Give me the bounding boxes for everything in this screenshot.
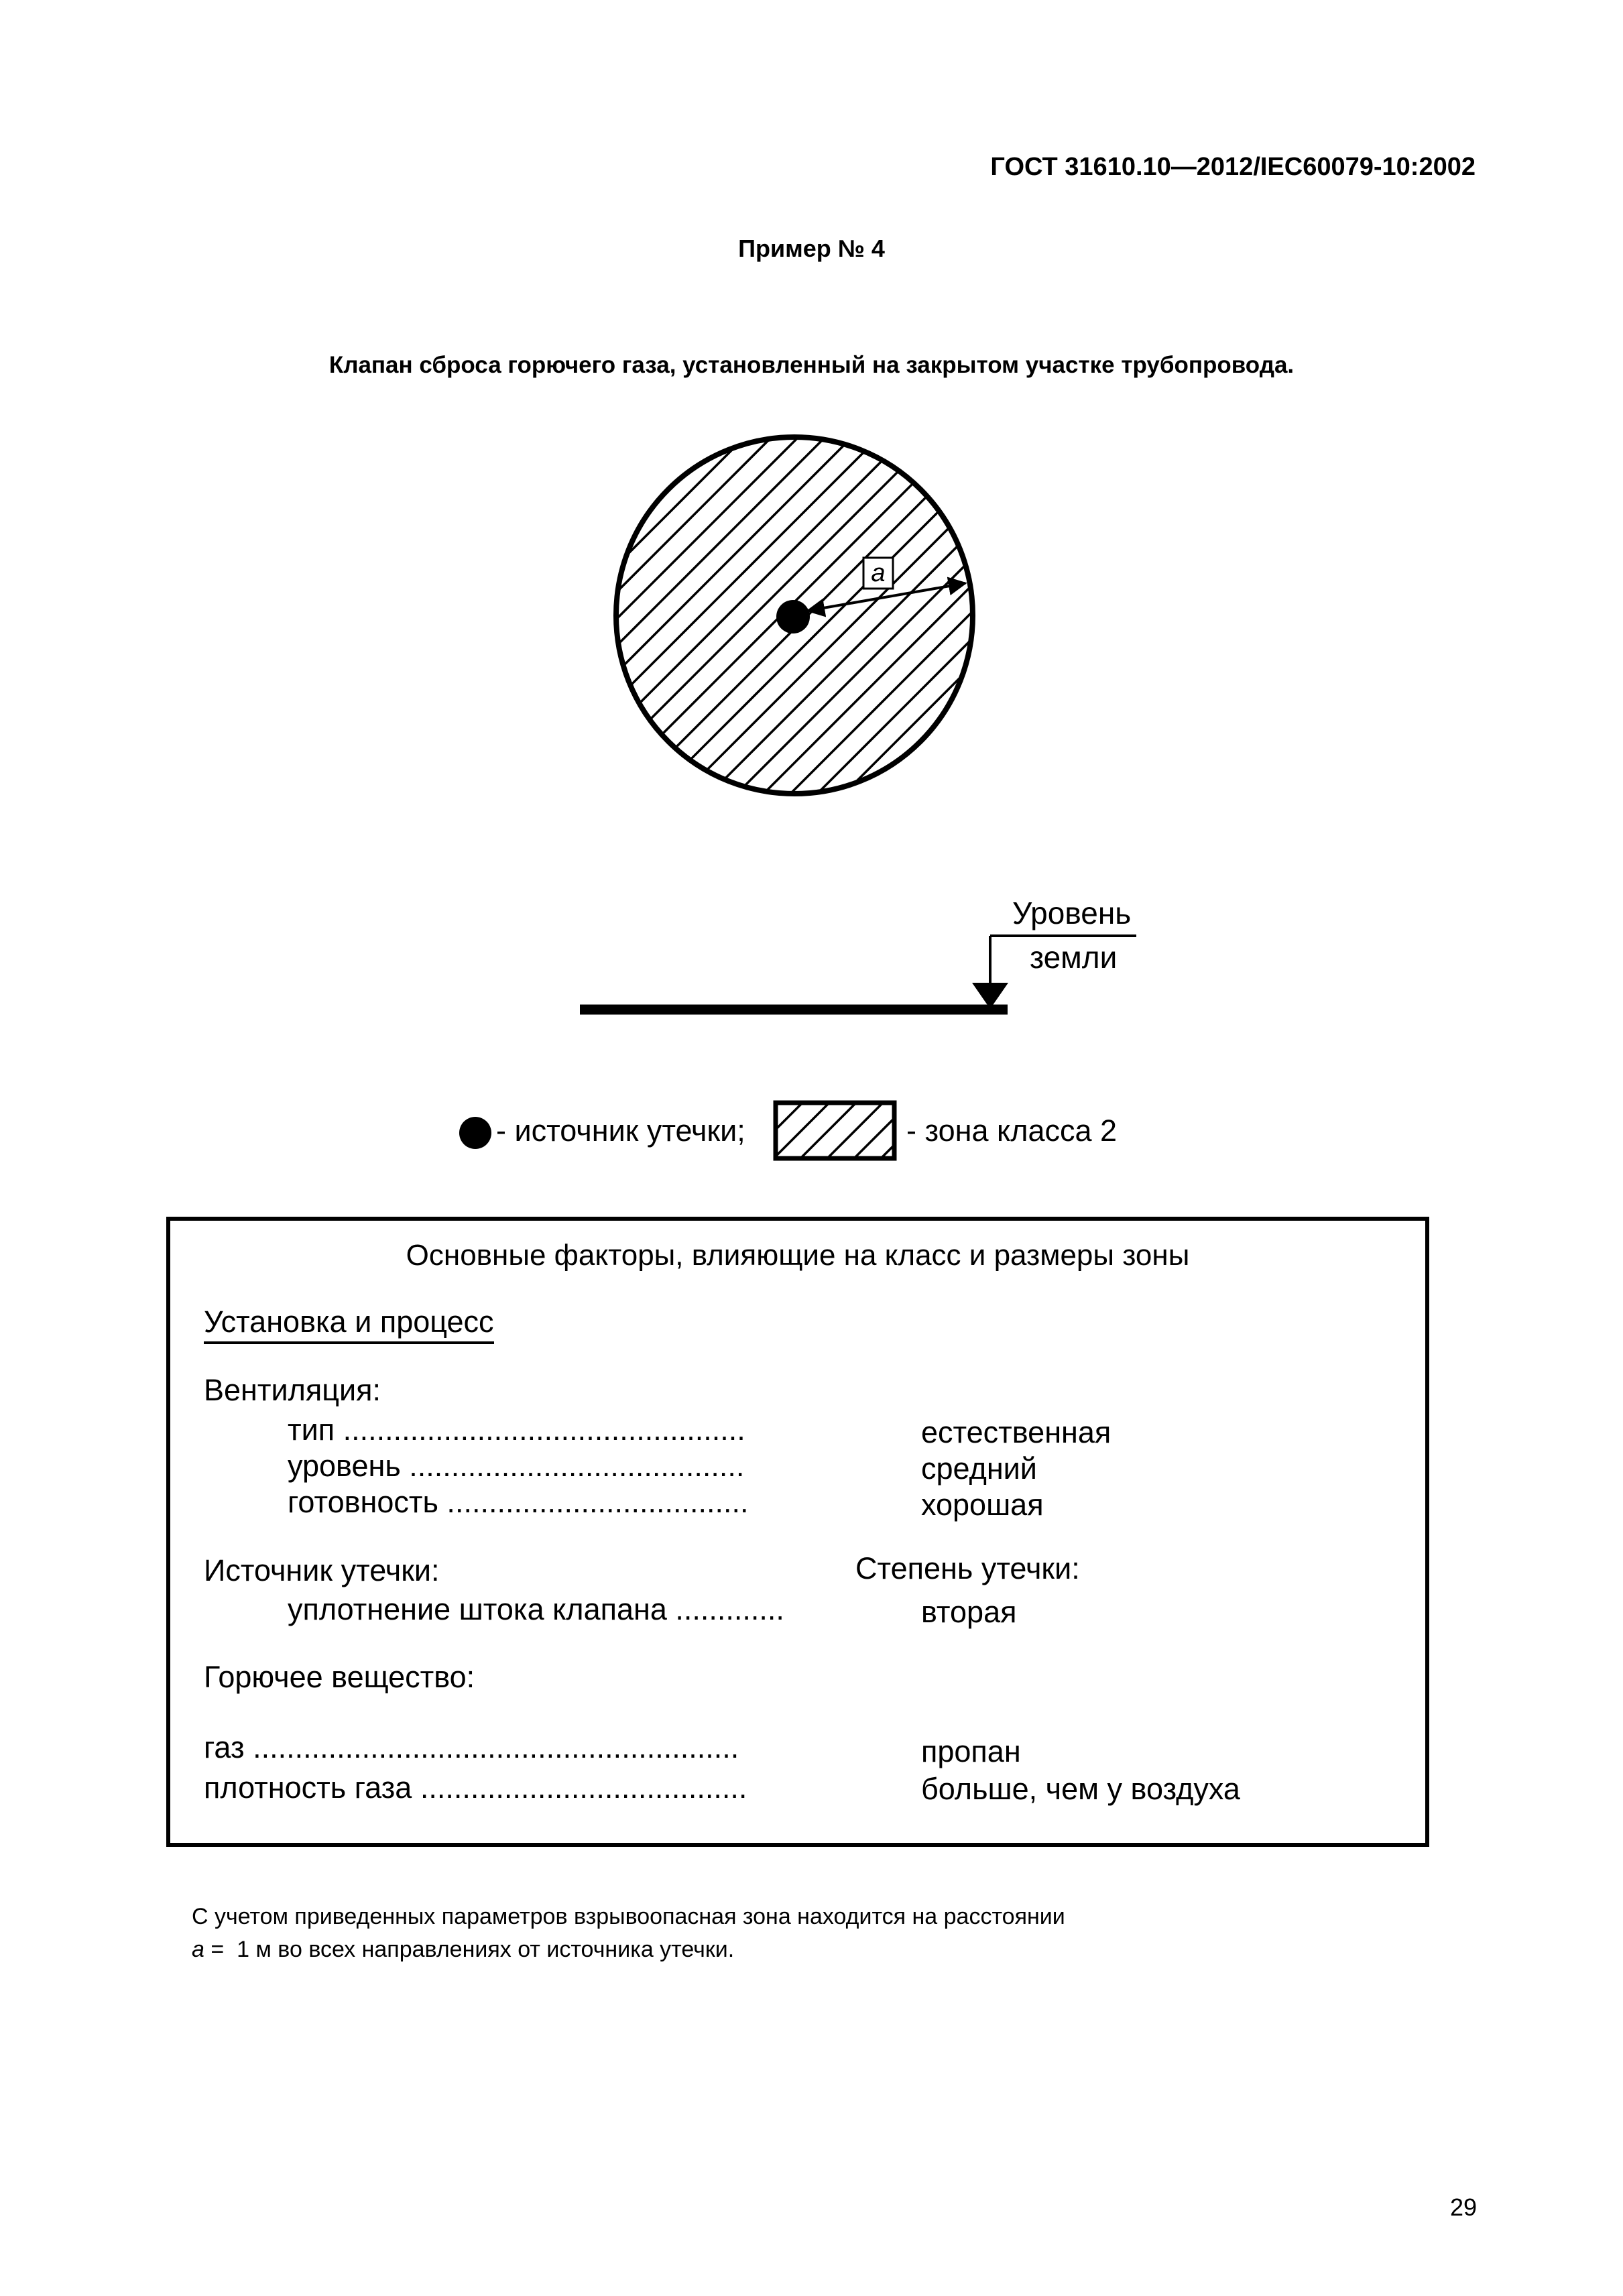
hatch-line — [278, 434, 640, 796]
ground-level-label: Уровень — [1012, 896, 1132, 930]
hatch-line — [305, 434, 667, 796]
footnote-line-2 — [192, 1933, 1065, 1966]
footnote — [192, 1900, 1065, 1967]
hatch-line — [1270, 434, 1623, 796]
footnote-line-1: С учетом приведенных параметров взрывоопасная зона находится на расстоянии — [192, 1904, 1065, 1929]
degree-heading: Степень утечки: — [855, 1551, 1080, 1585]
footnote-variable: a — [192, 1937, 204, 1963]
ventilation-type-label: тип ................................................ — [288, 1412, 745, 1447]
ventilation-level-value: средний — [921, 1451, 1037, 1486]
figure-caption: Клапан сброса горючего газа, установленный на закрытом участке трубопровода. — [328, 352, 1295, 378]
example-title: Пример № 4 — [738, 235, 885, 262]
hatch-line — [251, 434, 613, 796]
ventilation-heading: Вентиляция: — [204, 1373, 381, 1407]
document-header: ГОСТ 31610.10—2012/IEC60079-10:2002 — [990, 153, 1476, 181]
hatch-line — [332, 434, 694, 796]
hatch-line — [761, 434, 1123, 796]
leak-source-dot — [776, 600, 810, 633]
hatch-line — [654, 434, 1016, 796]
gas-density-value: больше, чем у воздуха — [921, 1772, 1240, 1806]
footnote-line-2-text: = 1 м во всех направлениях от источника утечки. — [204, 1937, 735, 1963]
hatch-line — [1190, 434, 1552, 796]
hatch-line — [788, 434, 1150, 796]
hatch-line — [466, 434, 828, 796]
legend-source-label: - источник утечки; — [496, 1113, 745, 1148]
hatch-line — [1002, 434, 1364, 796]
ground-level-label-2: земли — [1030, 940, 1118, 975]
hatch-line — [895, 434, 1257, 796]
hatch-line — [922, 434, 1284, 796]
factors-box — [166, 1217, 1429, 1847]
distance-label: a — [871, 559, 886, 587]
ventilation-availability-value: хорошая — [921, 1488, 1044, 1522]
legend-zone-label: - зона класса 2 — [906, 1113, 1118, 1148]
hatch-line — [1083, 434, 1445, 796]
gas-density-label: плотность газа ....................................... — [204, 1770, 747, 1805]
hatch-line — [573, 434, 935, 796]
hatch-line — [439, 434, 801, 796]
zone-class-2-area — [251, 434, 1623, 796]
source-item-label: уплотнение штока клапана ............. — [288, 1592, 784, 1626]
hatch-line — [1029, 434, 1391, 796]
substance-heading: Горючее вещество: — [204, 1660, 475, 1694]
section-heading: Установка и процесс — [204, 1304, 494, 1344]
hatch-line — [1244, 434, 1606, 796]
hatch-line — [1217, 434, 1579, 796]
ventilation-availability-label: готовность .................................... — [288, 1485, 749, 1519]
ventilation-type-value: естественная — [921, 1415, 1111, 1449]
hatch-line — [800, 1103, 856, 1158]
ventilation-level-label: уровень ........................................ — [288, 1449, 745, 1483]
hatch-line — [1297, 434, 1623, 796]
factors-title: Основные факторы, влияющие на класс и размеры зоны — [406, 1239, 1190, 1272]
hatch-line — [815, 434, 1177, 796]
hatch-line — [680, 434, 1042, 796]
gas-label: газ .......................................................... — [204, 1730, 739, 1764]
hatch-line — [1163, 434, 1525, 796]
source-heading: Источник утечки: — [204, 1553, 440, 1587]
hatch-line — [1109, 434, 1471, 796]
hatch-line — [975, 434, 1337, 796]
source-item-value: вторая — [921, 1595, 1017, 1629]
hatch-line — [949, 434, 1311, 796]
hatch-line — [1056, 434, 1418, 796]
legend-source-icon — [459, 1117, 491, 1149]
hatch-line — [827, 1103, 883, 1158]
hatch-line — [774, 1103, 829, 1158]
hatch-line — [385, 434, 747, 796]
hatch-line — [546, 434, 908, 796]
hatch-line — [707, 434, 1069, 796]
hatch-line — [412, 434, 774, 796]
hatch-line — [841, 434, 1203, 796]
hatch-line — [854, 1103, 910, 1158]
hatch-line — [520, 434, 882, 796]
gas-value: пропан — [921, 1734, 1021, 1768]
hatch-line — [1136, 434, 1498, 796]
hatch-line — [1324, 434, 1623, 796]
page-number: 29 — [1449, 2193, 1477, 2221]
